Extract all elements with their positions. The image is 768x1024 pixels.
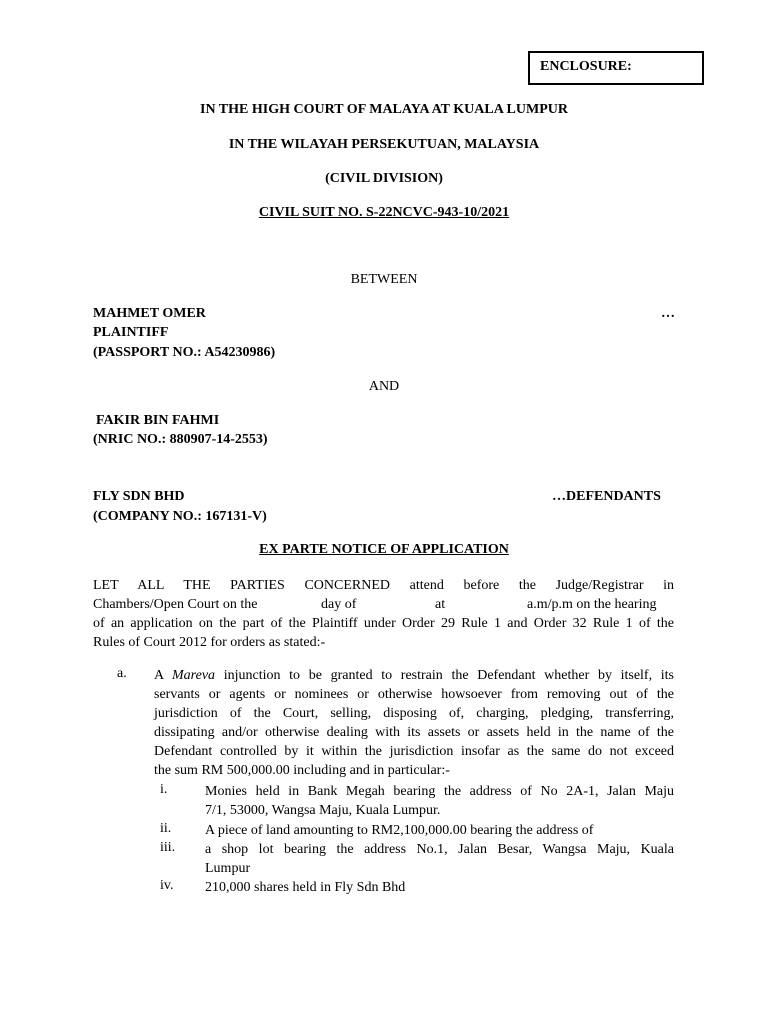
sub-item-line-1: a shop lot bearing the address No.1, Jalan Besar, Wangsa Maju, Kuala bbox=[205, 842, 674, 857]
intro-line-4: Rules of Court 2012 for orders as stated:- bbox=[93, 635, 326, 650]
between-label: BETWEEN bbox=[350, 272, 418, 287]
suit-number: CIVIL SUIT NO. S-22NCVC-943-10/2021 bbox=[258, 205, 510, 220]
sub-item-text bbox=[205, 840, 674, 878]
plaintiff-role: PLAINTIFF bbox=[93, 325, 169, 340]
item-a-line-3: jurisdiction of the Court, selling, disposing of, charging, pledging, transferring, bbox=[154, 706, 674, 721]
sub-item-text bbox=[205, 878, 674, 897]
item-a-mareva: Mareva bbox=[172, 668, 216, 683]
item-a-letter: a. bbox=[117, 666, 127, 681]
intro-line-3: of an application on the part of the Plaintiff under Order 29 Rule 1 and Order 32 Rule 1 of the bbox=[93, 616, 674, 631]
court-division: (CIVIL DIVISION) bbox=[325, 171, 443, 186]
item-a-line-1 bbox=[154, 666, 674, 685]
item-a-post: injunction to be granted to restrain the Defendant whether by itself, its bbox=[215, 668, 674, 683]
defendant2-name: FLY SDN BHD bbox=[93, 489, 185, 504]
plaintiff-dots: … bbox=[661, 306, 675, 321]
enclosure-box bbox=[528, 51, 704, 85]
intro-paragraph bbox=[93, 576, 674, 652]
defendant1-nric: (NRIC NO.: 880907-14-2553) bbox=[93, 432, 268, 447]
sub-item-line-1: Monies held in Bank Megah bearing the address of No 2A-1, Jalan Maju bbox=[205, 784, 674, 799]
and-label: AND bbox=[368, 379, 400, 394]
sub-item-num: iii. bbox=[160, 840, 176, 855]
sub-item-num: iv. bbox=[160, 878, 174, 893]
item-a-line-4: dissipating and/or otherwise dealing with its assets or assets held in the name of the bbox=[154, 725, 674, 740]
plaintiff-name: MAHMET OMER bbox=[93, 306, 206, 321]
item-a-line-5: Defendant controlled by it within the jurisdiction insofar as the same do not exceed bbox=[154, 744, 674, 759]
defendant2-company-no: (COMPANY NO.: 167131-V) bbox=[93, 509, 267, 524]
sub-item-line-2: 7/1, 53000, Wangsa Maju, Kuala Lumpur. bbox=[205, 803, 441, 818]
court-title: IN THE HIGH COURT OF MALAYA AT KUALA LUMPUR bbox=[200, 102, 568, 117]
item-a-pre: A bbox=[154, 668, 173, 683]
intro-line-2-b: day of bbox=[321, 597, 357, 612]
item-a-text bbox=[154, 666, 674, 780]
intro-line-2-c: at bbox=[435, 597, 446, 612]
item-a-line-2: servants or agents or nominees or otherwise howsoever from removing out of the bbox=[154, 687, 674, 702]
intro-line-2-d: a.m/p.m on the hearing bbox=[527, 597, 657, 612]
defendants-role: …DEFENDANTS bbox=[552, 489, 661, 504]
sub-item-text bbox=[205, 782, 674, 820]
sub-item-line-1: A piece of land amounting to RM2,100,000.00 bearing the address of bbox=[205, 823, 594, 838]
plaintiff-passport: (PASSPORT NO.: A54230986) bbox=[93, 345, 276, 360]
defendant1-name: FAKIR BIN FAHMI bbox=[96, 413, 220, 428]
intro-line-2-a: Chambers/Open Court on the bbox=[93, 597, 258, 612]
enclosure-label: ENCLOSURE: bbox=[540, 59, 632, 74]
court-location: IN THE WILAYAH PERSEKUTUAN, MALAYSIA bbox=[228, 137, 540, 152]
intro-line-2 bbox=[93, 595, 674, 614]
sub-item-num: i. bbox=[160, 782, 168, 797]
sub-item-line-1: 210,000 shares held in Fly Sdn Bhd bbox=[205, 880, 406, 895]
sub-item-text bbox=[205, 821, 674, 840]
notice-title: EX PARTE NOTICE OF APPLICATION bbox=[259, 542, 509, 557]
sub-item-num: ii. bbox=[160, 821, 172, 836]
intro-line-1: LET ALL THE PARTIES CONCERNED attend before the Judge/Registrar in bbox=[93, 578, 674, 593]
sub-item-line-2: Lumpur bbox=[205, 861, 251, 876]
item-a-line-6: the sum RM 500,000.00 including and in particular:- bbox=[154, 763, 450, 778]
